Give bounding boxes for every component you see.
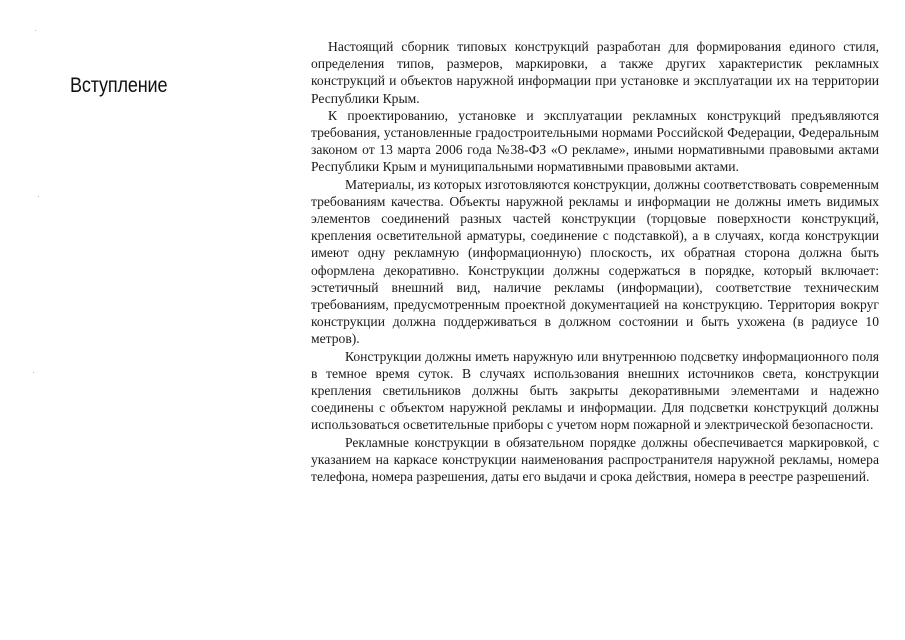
section-heading: Вступление (70, 74, 168, 97)
paragraph-lighting: Конструкции должны иметь наружную или внутреннюю подсветку информационного поля в темное время суток. В случаях использования внешних источников света, конструкции крепления светильников должны быть закрыты декоративными элементами и надежно соединены с объектом наружной рекламы и информации. Для подсветки конструкций должны использоваться осветительные приборы с учетом норм пожарной и электрической безопасности. (311, 348, 879, 433)
paragraph-materials: Материалы, из которых изготовляются конструкции, должны соответствовать современным требованиям качества. Объекты наружной рекламы и информации не должны иметь видимых элементов соединений разных частей конструкции (торцовые поверхности конструкций, крепления осветительной арматуры, соединение с подставкой), а в случаях, когда конструкции имеют одну рекламную (информационную) плоскость, их обратная сторона должна быть оформлена декоративно. Конструкции должны содержаться в порядке, который включает: эстетичный внешний вид, наличие рекламы (информации), соответствие техническим требованиям, предусмотренным проектной документацией на конструкцию. Территория вокруг конструкции должна поддерживаться в должном состоянии и быть ухожена (в радиусе 10 метров). (311, 176, 879, 347)
paragraph-requirements: К проектированию, установке и эксплуатации рекламных конструкций предъявляются требования, установленные градостроительными нормами Российской Федерации, Федеральным законом от 13 марта 2006 года №38-ФЗ «О рекламе», иными нормативными правовыми актами Республики Крым и муниципальными нормативными правовыми актами. (311, 107, 879, 175)
paragraph-marking: Рекламные конструкции в обязательном порядке должны обеспечивается маркировкой, с указанием на каркасе конструкции наименования распространителя наружной рекламы, номера телефона, номера разрешения, даты его выдачи и срока действия, номера в реестре разрешений. (311, 434, 879, 485)
scan-speck (35, 30, 36, 31)
scan-speck (38, 196, 39, 197)
paragraph-purpose: Настоящий сборник типовых конструкций разработан для формирования единого стиля, определения типов, размеров, маркировки, а также других характеристик рекламных конструкций и объектов наружной информации при установке и эксплуатации их на территории Республики Крым. (311, 39, 879, 106)
body-text (311, 38, 879, 485)
scan-speck (33, 372, 34, 373)
